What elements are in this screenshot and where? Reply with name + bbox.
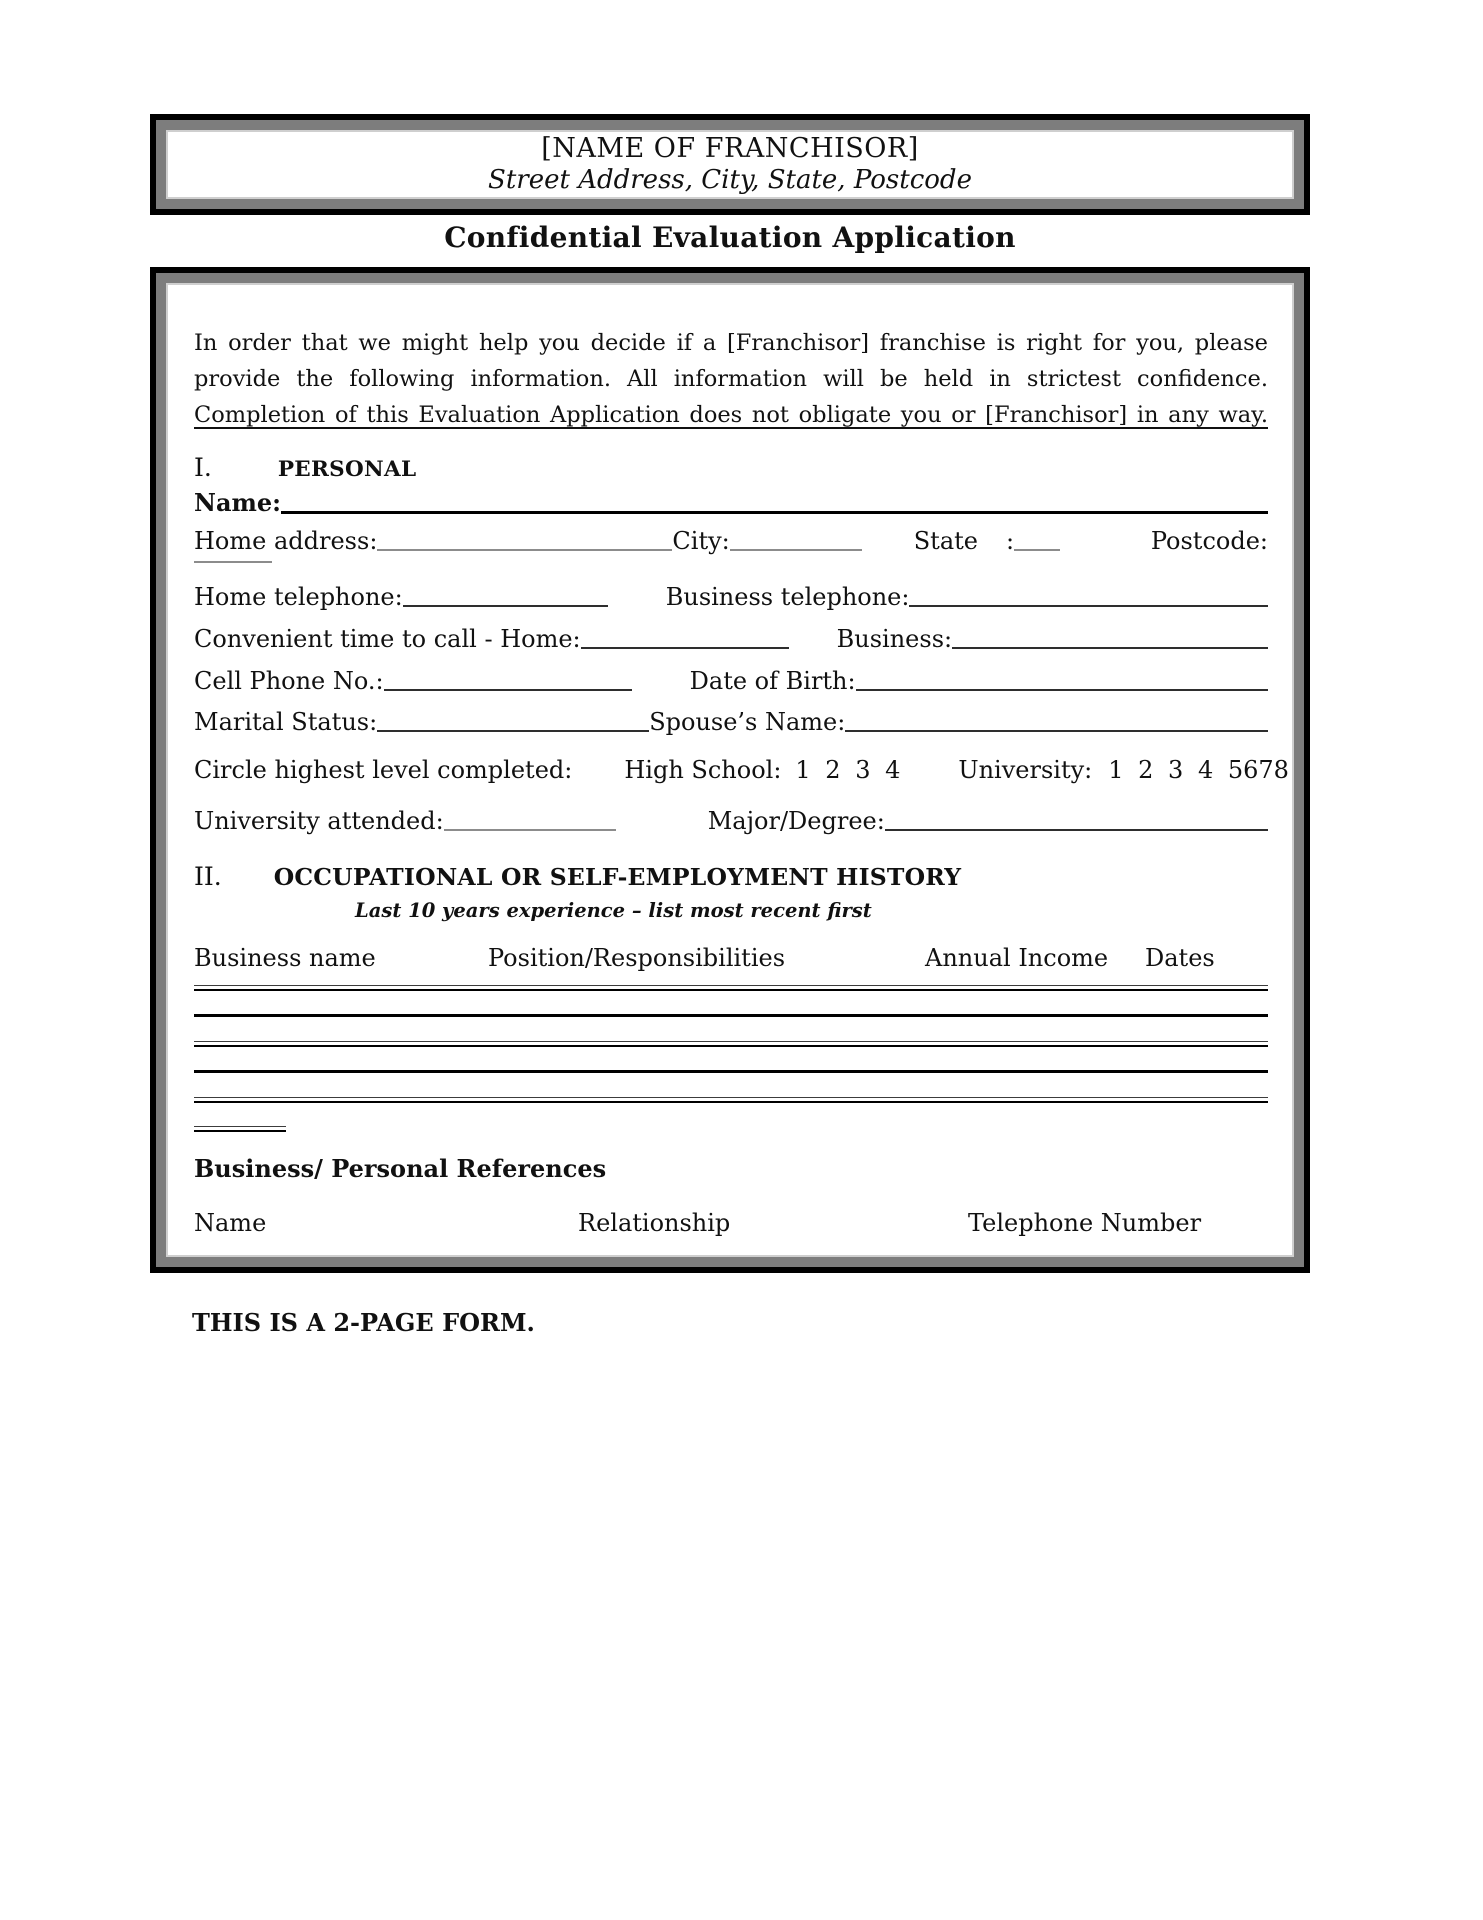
column-position-responsibilities: Position/Responsibilities — [488, 944, 786, 972]
column-ref-name: Name — [194, 1209, 267, 1237]
intro-paragraph — [194, 325, 1268, 433]
city-label: City: — [672, 527, 730, 555]
business-telephone-field-line[interactable] — [909, 605, 1268, 607]
franchisor-address: Street Address, City, State, Postcode — [488, 165, 972, 195]
university-label: University: — [958, 756, 1093, 784]
postcode-label: Postcode: — [1150, 527, 1268, 555]
references-column-headers — [194, 1208, 1268, 1238]
postcode-field-line[interactable] — [194, 561, 272, 563]
circle-level-label: Circle highest level completed: — [194, 756, 573, 784]
business-time-field-line[interactable] — [952, 647, 1268, 649]
form-title: Confidential Evaluation Application — [444, 221, 1016, 254]
home-telephone-field-line[interactable] — [403, 605, 608, 607]
history-line-5[interactable] — [194, 1097, 1268, 1103]
home-address-row — [194, 526, 1268, 556]
column-dates: Dates — [1145, 944, 1215, 972]
spouse-name-field-line[interactable] — [845, 730, 1268, 732]
postcode-continuation-row — [194, 561, 1268, 568]
franchisor-name: [NAME OF FRANCHISOR] — [541, 133, 919, 164]
history-line-2[interactable] — [194, 1014, 1268, 1017]
university-attended-row — [194, 806, 1268, 836]
section-occupational-heading — [194, 862, 1268, 892]
history-line-short[interactable] — [194, 1126, 286, 1132]
history-column-headers — [194, 943, 1268, 973]
form-body-box — [150, 267, 1310, 1273]
major-degree-field-line[interactable] — [885, 829, 1268, 831]
state-field-line[interactable] — [1014, 549, 1060, 551]
name-label: Name: — [194, 488, 282, 517]
state-colon: : — [1005, 527, 1015, 555]
column-ref-relationship: Relationship — [578, 1209, 731, 1237]
page-count-note: THIS IS A 2-PAGE FORM. — [192, 1308, 535, 1337]
major-degree-label: Major/Degree: — [707, 807, 885, 835]
business-time-label: Business: — [836, 625, 953, 653]
form-content — [166, 283, 1294, 1257]
name-row — [194, 488, 1268, 518]
convenient-time-label: Convenient time to call - Home: — [194, 625, 581, 653]
home-telephone-label: Home telephone: — [194, 583, 403, 611]
intro-line-2: provide the following information. All information will be held in strictest confidence. — [194, 366, 1268, 392]
form-border-band — [156, 273, 1304, 1267]
spouse-name-label: Spouse’s Name: — [649, 708, 846, 736]
education-level-row — [194, 755, 1289, 785]
marital-spouse-row — [194, 707, 1268, 737]
cell-phone-label: Cell Phone No.: — [194, 667, 384, 695]
section-personal-heading — [194, 453, 1268, 485]
date-of-birth-label: Date of Birth: — [689, 667, 856, 695]
references-title: Business/ Personal References — [194, 1154, 607, 1183]
high-school-label: High School: — [624, 756, 782, 784]
home-address-label: Home address: — [194, 527, 378, 555]
masthead-border-band — [156, 120, 1304, 209]
marital-status-field-line[interactable] — [377, 730, 649, 732]
date-of-birth-field-line[interactable] — [856, 689, 1268, 691]
city-field-line[interactable] — [730, 549, 862, 551]
marital-status-label: Marital Status: — [194, 708, 378, 736]
state-label: State — [913, 527, 978, 555]
history-line-3[interactable] — [194, 1041, 1268, 1047]
telephone-row — [194, 582, 1268, 612]
masthead-content — [166, 130, 1294, 199]
name-field-line[interactable] — [281, 511, 1268, 514]
section-2-title: OCCUPATIONAL OR SELF-EMPLOYMENT HISTORY — [273, 863, 962, 891]
franchisor-masthead-box — [150, 114, 1310, 215]
intro-line-1: In order that we might help you decide if a [Franchisor] franchise is right for you, please — [194, 330, 1268, 356]
section-1-number: I. — [194, 453, 212, 482]
history-line-1[interactable] — [194, 985, 1268, 991]
home-address-field-line[interactable] — [377, 549, 672, 551]
business-telephone-label: Business telephone: — [665, 583, 910, 611]
high-school-levels[interactable]: 1 2 3 4 — [795, 756, 901, 784]
convenient-home-field-line[interactable] — [581, 647, 789, 649]
intro-line-3: Completion of this Evaluation Application does not obligate you or [Franchisor] in any way. — [194, 402, 1268, 428]
section-1-title: PERSONAL — [277, 457, 417, 482]
cell-dob-row — [194, 666, 1268, 696]
section-2-number: II. — [194, 862, 222, 891]
references-heading-row — [194, 1154, 1268, 1184]
university-attended-field-line[interactable] — [444, 829, 616, 831]
column-business-name: Business name — [194, 944, 376, 972]
convenient-time-row — [194, 624, 1268, 654]
column-ref-telephone: Telephone Number — [968, 1209, 1202, 1237]
occupational-subtitle: Last 10 years experience – list most recent first — [355, 899, 872, 922]
cell-phone-field-line[interactable] — [384, 689, 632, 691]
university-attended-label: University attended: — [194, 807, 444, 835]
university-levels[interactable]: 1 2 3 4 5678 — [1108, 756, 1289, 784]
column-annual-income: Annual Income — [925, 944, 1109, 972]
history-line-4[interactable] — [194, 1070, 1268, 1073]
